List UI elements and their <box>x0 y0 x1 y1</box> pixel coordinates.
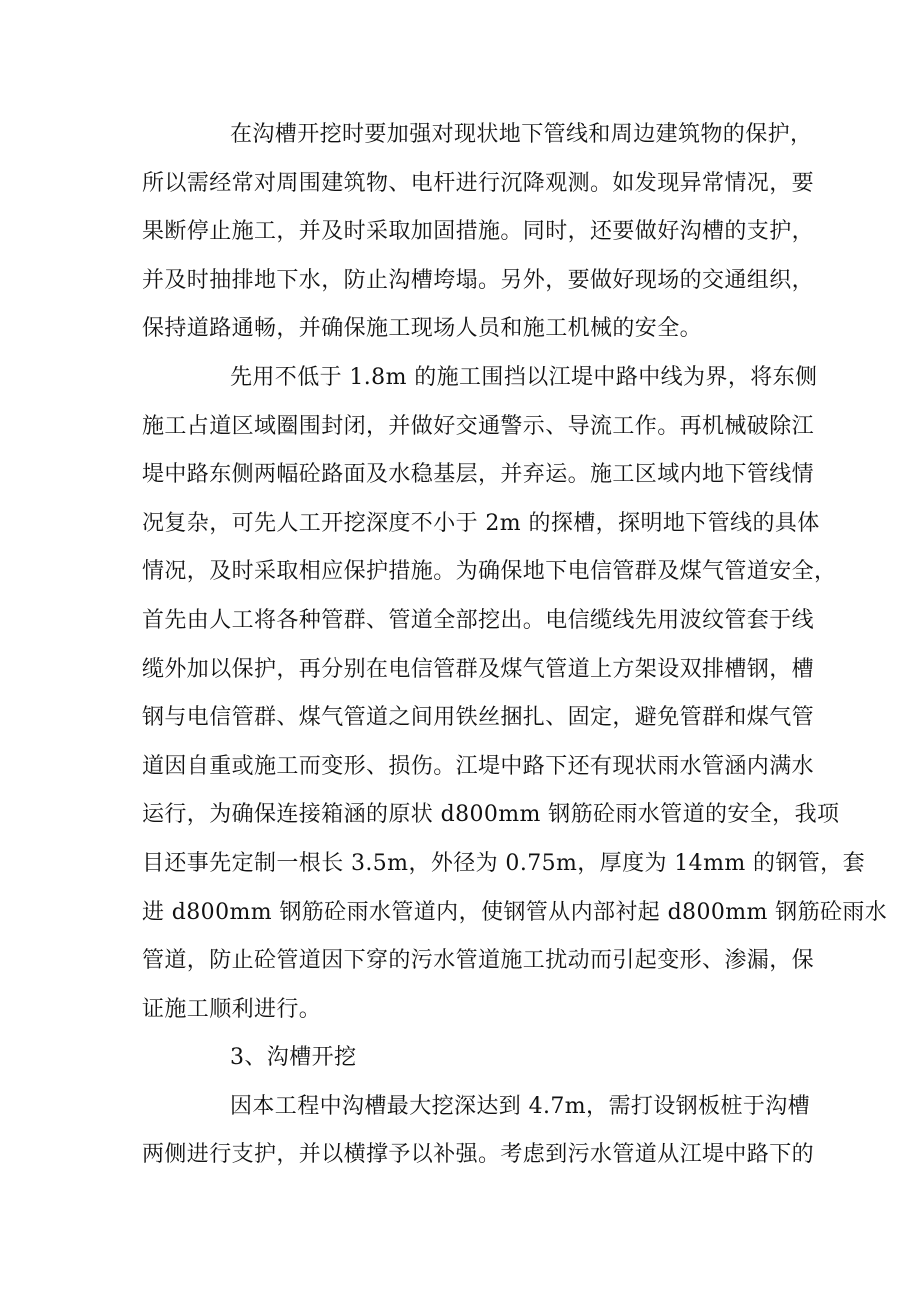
text-line: 缆外加以保护，再分别在电信管群及煤气管道上方架设双排槽钢，槽 <box>142 656 815 682</box>
text-line: 两侧进行支护，并以横撑予以补强。考虑到污水管道从江堤中路下的 <box>142 1142 815 1168</box>
text-line: 目还事先定制一根长 3.5m，外径为 0.75m，厚度为 14mm 的钢管，套 <box>142 850 865 876</box>
text-line: 证施工顺利进行。 <box>142 996 322 1022</box>
text-line: 因本工程中沟槽最大挖深达到 4.7m，需打设钢板桩于沟槽 <box>230 1093 811 1119</box>
text-line: 堤中路东侧两幅砼路面及水稳基层，并弃运。施工区域内地下管线情 <box>142 462 815 488</box>
document-body <box>142 113 888 1182</box>
text-line: 施工占道区域圈围封闭，并做好交通警示、导流工作。再机械破除江 <box>142 413 815 439</box>
text-line: 管道，防止砼管道因下穿的污水管道施工扰动而引起变形、渗漏，保 <box>142 948 815 974</box>
paragraph-enclosure <box>142 356 888 1036</box>
text-line: 在沟槽开挖时要加强对现状地下管线和周边建筑物的保护， <box>230 122 813 147</box>
text-line: 道因自重或施工而变形、损伤。江堤中路下还有现状雨水管涵内满水 <box>142 753 815 779</box>
paragraph-protection <box>142 113 815 356</box>
text-line: 首先由人工将各种管群、管道全部挖出。电信缆线先用波纹管套于线 <box>142 607 815 633</box>
text-line: 进 d800mm 钢筋砼雨水管道内，使钢管从内部衬起 d800mm 钢筋砼雨水 <box>142 899 888 925</box>
text-line: 先用不低于 1.8m 的施工围挡以江堤中路中线为界，将东侧 <box>230 364 818 390</box>
text-line: 况复杂，可先人工开挖深度不小于 2m 的探槽，探明地下管线的具体 <box>142 510 820 536</box>
text-line: 保持道路通畅，并确保施工现场人员和施工机械的安全。 <box>142 316 703 342</box>
section-heading <box>142 1036 782 1085</box>
section-heading-text: 3、沟槽开挖 <box>230 1045 357 1071</box>
paragraph-trench-excavation <box>142 1085 815 1182</box>
text-line: 钢与电信管群、煤气管道之间用铁丝捆扎、固定，避免管群和煤气管 <box>142 705 815 731</box>
text-line: 所以需经常对周围建筑物、电杆进行沉降观测。如发现异常情况，要 <box>142 170 815 196</box>
text-line: 果断停止施工，并及时采取加固措施。同时，还要做好沟槽的支护， <box>142 219 815 245</box>
text-line: 情况，及时采取相应保护措施。为确保地下电信管群及煤气管道安全， <box>142 559 837 585</box>
text-line: 运行，为确保连接箱涵的原状 d800mm 钢筋砼雨水管道的安全，我项 <box>142 802 840 828</box>
text-line: 并及时抽排地下水，防止沟槽垮塌。另外，要做好现场的交通组织， <box>142 267 815 293</box>
